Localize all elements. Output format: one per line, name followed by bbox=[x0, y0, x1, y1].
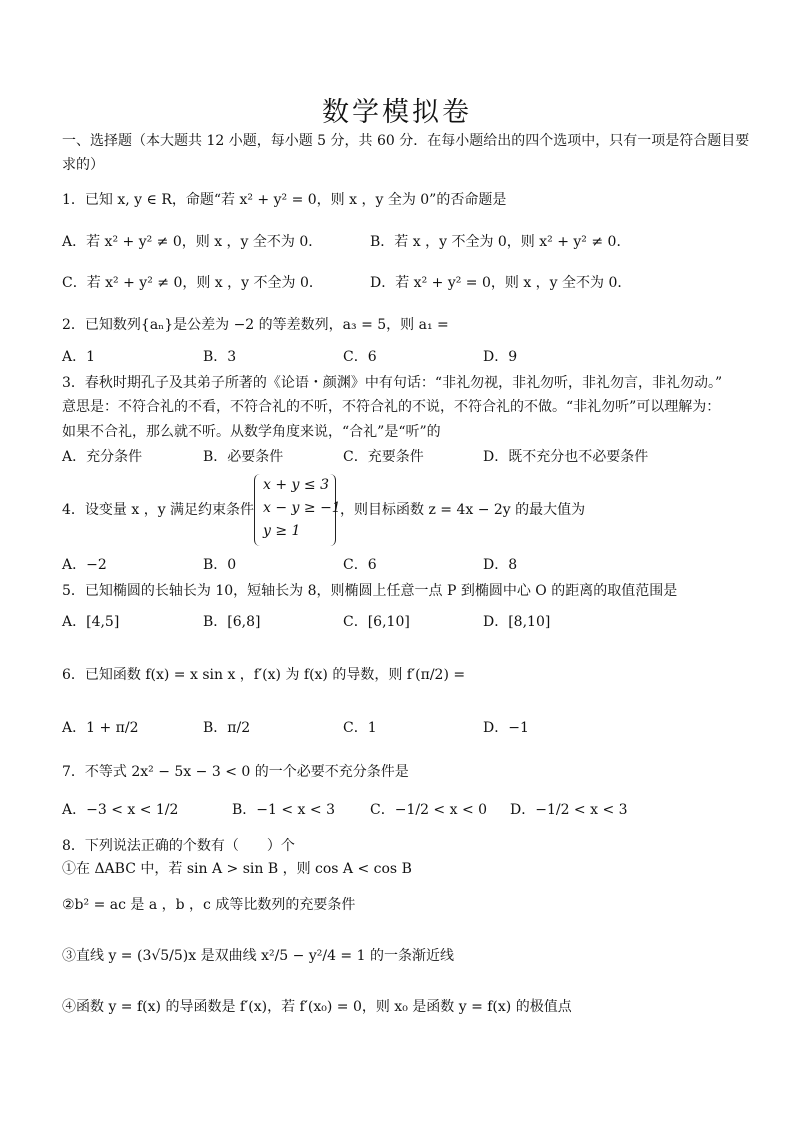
question-2-stem: 2．已知数列{aₙ}是公差为 −2 的等差数列，a₃ = 5，则 a₁ = bbox=[62, 317, 449, 333]
question-4-stem-post: ，则目标函数 z = 4x − 2y 的最大值为 bbox=[340, 502, 586, 518]
question-2-option-d: D．9 bbox=[483, 349, 518, 365]
question-7-option-b: B．−1 < x < 3 bbox=[232, 802, 335, 818]
question-6-stem: 6．已知函数 f(x) = x sin x ，f′(x) 为 f(x) 的导数，则 f′(π/2) = bbox=[62, 667, 466, 683]
question-6-option-d: D．−1 bbox=[483, 720, 529, 736]
question-7-option-a: A．−3 < x < 1/2 bbox=[62, 802, 179, 818]
question-6-option-b: B．π/2 bbox=[203, 720, 251, 736]
question-8-stem: 8．下列说法正确的个数有（ ）个 bbox=[62, 838, 295, 854]
question-7-stem: 7．不等式 2x² − 5x − 3 < 0 的一个必要不充分条件是 bbox=[62, 764, 409, 780]
question-4-option-a: A．−2 bbox=[62, 557, 107, 573]
question-7-option-d: D．−1/2 < x < 3 bbox=[510, 802, 628, 818]
question-8-statement-3: ③直线 y = (3√5/5)x 是双曲线 x²/5 − y²/4 = 1 的一条渐近线 bbox=[62, 948, 454, 964]
question-4-option-d: D．8 bbox=[483, 557, 518, 573]
question-5-option-b: B．[6,8] bbox=[203, 614, 261, 630]
question-3-stem-line-2: 意思是：不符合礼的不看，不符合礼的不听，不符合礼的不说，不符合礼的不做。“非礼勿听”可以理解为： bbox=[62, 399, 721, 415]
question-1-stem: 1．已知 x, y ∈ R，命题“若 x² + y² = 0，则 x ，y 全为 0”的否命题是 bbox=[62, 192, 507, 208]
question-8-statement-1: ①在 ΔABC 中，若 sin A > sin B ，则 cos A < cos B bbox=[62, 861, 412, 877]
question-3-option-b: B．必要条件 bbox=[203, 449, 284, 465]
question-8-statement-4: ④函数 y = f(x) 的导函数是 f′(x)，若 f′(x₀) = 0，则 x₀ 是函数 y = f(x) 的极值点 bbox=[62, 999, 572, 1015]
question-1-option-a: A．若 x² + y² ≠ 0，则 x ，y 全不为 0． bbox=[62, 234, 323, 250]
question-5-stem: 5．已知椭圆的长轴长为 10，短轴长为 8，则椭圆上任意一点 P 到椭圆中心 O 的距离的取值范围是 bbox=[62, 583, 678, 599]
question-3-option-a: A．充分条件 bbox=[62, 449, 143, 465]
question-1-option-b: B．若 x ，y 不全为 0，则 x² + y² ≠ 0． bbox=[370, 234, 631, 250]
question-4-stem-pre: 4．设变量 x ，y 满足约束条件 bbox=[62, 502, 255, 518]
section-intro-line-1: 一、选择题（本大题共 12 小题，每小题 5 分，共 60 分．在每小题给出的四个选项中，只有一项是符合题目要 bbox=[62, 133, 750, 149]
question-6-option-c: C．1 bbox=[343, 720, 377, 736]
question-2-option-c: C．6 bbox=[343, 349, 377, 365]
constraint-system bbox=[254, 474, 341, 546]
question-6-option-a: A．1 + π/2 bbox=[62, 720, 139, 736]
question-3-stem-line-1: 3．春秋时期孔子及其弟子所著的《论语・颜渊》中有句话：“非礼勿视，非礼勿听，非礼勿言，非礼勿动。” bbox=[62, 375, 723, 391]
constraint-3: y ≥ 1 bbox=[263, 523, 301, 539]
constraint-1: x + y ≤ 3 bbox=[263, 477, 329, 493]
question-5-option-d: D．[8,10] bbox=[483, 614, 551, 630]
page-title: 数学模拟卷 bbox=[322, 97, 472, 128]
question-4-option-b: B．0 bbox=[203, 557, 237, 573]
question-1-option-c: C．若 x² + y² ≠ 0，则 x ，y 不全为 0． bbox=[62, 275, 323, 291]
question-3-option-d: D．既不充分也不必要条件 bbox=[483, 449, 649, 465]
question-2-option-a: A．1 bbox=[62, 349, 96, 365]
question-3-stem-line-3: 如果不合礼，那么就不听。从数学角度来说，“合礼”是“听”的 bbox=[62, 424, 441, 440]
question-5-option-c: C．[6,10] bbox=[343, 614, 410, 630]
question-3-option-c: C．充要条件 bbox=[343, 449, 424, 465]
question-4-option-c: C．6 bbox=[343, 557, 377, 573]
constraint-2: x − y ≥ −1 bbox=[263, 500, 341, 516]
section-intro-line-2: 求的） bbox=[62, 157, 104, 173]
question-5-option-a: A．[4,5] bbox=[62, 614, 120, 630]
question-1-option-d: D．若 x² + y² = 0，则 x ，y 全不为 0． bbox=[370, 275, 632, 291]
question-8-statement-2: ②b² = ac 是 a ，b ，c 成等比数列的充要条件 bbox=[62, 897, 356, 913]
question-7-option-c: C．−1/2 < x < 0 bbox=[370, 802, 488, 818]
question-2-option-b: B．3 bbox=[203, 349, 237, 365]
